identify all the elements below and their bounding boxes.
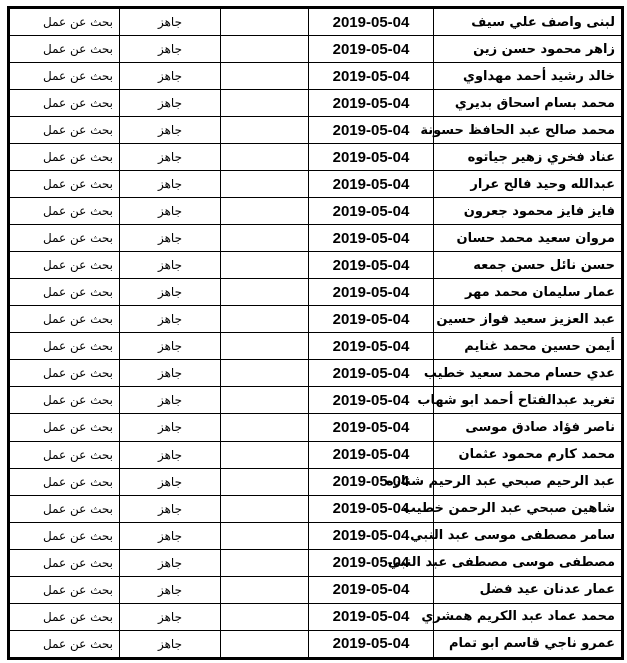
job-status-cell: بحث عن عمل bbox=[10, 630, 120, 657]
empty-cell bbox=[221, 414, 309, 441]
ready-status-cell: جاهز bbox=[120, 441, 221, 468]
name-cell: محمد صالح عبد الحافظ حسونة bbox=[434, 117, 622, 144]
name-cell: لبنى واصف علي سيف bbox=[434, 9, 622, 36]
job-status-cell: بحث عن عمل bbox=[10, 387, 120, 414]
table-row bbox=[10, 576, 622, 603]
empty-cell bbox=[221, 63, 309, 90]
job-status-cell: بحث عن عمل bbox=[10, 495, 120, 522]
ready-status-cell: جاهز bbox=[120, 63, 221, 90]
empty-cell bbox=[221, 9, 309, 36]
ready-status-cell: جاهز bbox=[120, 90, 221, 117]
name-cell: محمد بسام اسحاق بديري bbox=[434, 90, 622, 117]
date-cell: 2019-05-04 bbox=[309, 603, 434, 630]
name-cell: مصطفى موسى مصطفى عبد النبي bbox=[434, 549, 622, 576]
job-status-cell: بحث عن عمل bbox=[10, 225, 120, 252]
ready-status-cell: جاهز bbox=[120, 360, 221, 387]
name-cell: خالد رشيد أحمد مهداوي bbox=[434, 63, 622, 90]
table-row bbox=[10, 441, 622, 468]
job-status-cell: بحث عن عمل bbox=[10, 279, 120, 306]
empty-cell bbox=[221, 333, 309, 360]
ready-status-cell: جاهز bbox=[120, 387, 221, 414]
ready-status-cell: جاهز bbox=[120, 144, 221, 171]
table-row bbox=[10, 468, 622, 495]
date-cell: 2019-05-04 bbox=[309, 63, 434, 90]
date-cell: 2019-05-04 bbox=[309, 306, 434, 333]
table-row bbox=[10, 63, 622, 90]
table-row bbox=[10, 279, 622, 306]
empty-cell bbox=[221, 603, 309, 630]
job-status-cell: بحث عن عمل bbox=[10, 441, 120, 468]
table-row bbox=[10, 387, 622, 414]
empty-cell bbox=[221, 171, 309, 198]
empty-cell bbox=[221, 198, 309, 225]
table-row bbox=[10, 198, 622, 225]
name-cell: سامر مصطفى موسى عبد النبي bbox=[434, 522, 622, 549]
empty-cell bbox=[221, 387, 309, 414]
date-cell: 2019-05-04 bbox=[309, 9, 434, 36]
name-cell: عبدالله وحيد فالح عرار bbox=[434, 171, 622, 198]
ready-status-cell: جاهز bbox=[120, 495, 221, 522]
date-cell: 2019-05-04 bbox=[309, 387, 434, 414]
name-cell: أيمن حسين محمد غنايم bbox=[434, 333, 622, 360]
job-status-cell: بحث عن عمل bbox=[10, 333, 120, 360]
records-sheet bbox=[7, 6, 624, 660]
date-cell: 2019-05-04 bbox=[309, 576, 434, 603]
job-status-cell: بحث عن عمل bbox=[10, 603, 120, 630]
table-row bbox=[10, 171, 622, 198]
ready-status-cell: جاهز bbox=[120, 333, 221, 360]
name-cell: تغريد عبدالفتاح أحمد ابو شهاب bbox=[434, 387, 622, 414]
date-cell: 2019-05-04 bbox=[309, 549, 434, 576]
job-status-cell: بحث عن عمل bbox=[10, 198, 120, 225]
job-status-cell: بحث عن عمل bbox=[10, 36, 120, 63]
name-cell: حسن نائل حسن جمعه bbox=[434, 252, 622, 279]
table-row bbox=[10, 9, 622, 36]
records-table-body bbox=[10, 9, 622, 658]
ready-status-cell: جاهز bbox=[120, 36, 221, 63]
job-status-cell: بحث عن عمل bbox=[10, 171, 120, 198]
ready-status-cell: جاهز bbox=[120, 117, 221, 144]
date-cell: 2019-05-04 bbox=[309, 468, 434, 495]
name-cell: فايز فايز محمود جعرون bbox=[434, 198, 622, 225]
date-cell: 2019-05-04 bbox=[309, 36, 434, 63]
table-row bbox=[10, 144, 622, 171]
ready-status-cell: جاهز bbox=[120, 522, 221, 549]
empty-cell bbox=[221, 576, 309, 603]
ready-status-cell: جاهز bbox=[120, 9, 221, 36]
job-status-cell: بحث عن عمل bbox=[10, 9, 120, 36]
table-row bbox=[10, 495, 622, 522]
table-row bbox=[10, 252, 622, 279]
table-row bbox=[10, 333, 622, 360]
table-row bbox=[10, 414, 622, 441]
date-cell: 2019-05-04 bbox=[309, 171, 434, 198]
date-cell: 2019-05-04 bbox=[309, 117, 434, 144]
date-cell: 2019-05-04 bbox=[309, 333, 434, 360]
empty-cell bbox=[221, 495, 309, 522]
table-row bbox=[10, 90, 622, 117]
table-row bbox=[10, 360, 622, 387]
date-cell: 2019-05-04 bbox=[309, 360, 434, 387]
ready-status-cell: جاهز bbox=[120, 171, 221, 198]
date-cell: 2019-05-04 bbox=[309, 495, 434, 522]
empty-cell bbox=[221, 90, 309, 117]
table-row bbox=[10, 522, 622, 549]
empty-cell bbox=[221, 279, 309, 306]
ready-status-cell: جاهز bbox=[120, 198, 221, 225]
table-row bbox=[10, 306, 622, 333]
job-status-cell: بحث عن عمل bbox=[10, 144, 120, 171]
date-cell: 2019-05-04 bbox=[309, 414, 434, 441]
ready-status-cell: جاهز bbox=[120, 414, 221, 441]
name-cell: عبد العزيز سعيد فواز حسين bbox=[434, 306, 622, 333]
table-row bbox=[10, 117, 622, 144]
date-cell: 2019-05-04 bbox=[309, 279, 434, 306]
date-cell: 2019-05-04 bbox=[309, 630, 434, 657]
job-status-cell: بحث عن عمل bbox=[10, 414, 120, 441]
empty-cell bbox=[221, 225, 309, 252]
ready-status-cell: جاهز bbox=[120, 252, 221, 279]
name-cell: عمرو ناجي قاسم ابو تمام bbox=[434, 630, 622, 657]
empty-cell bbox=[221, 441, 309, 468]
ready-status-cell: جاهز bbox=[120, 576, 221, 603]
empty-cell bbox=[221, 468, 309, 495]
empty-cell bbox=[221, 306, 309, 333]
table-row bbox=[10, 630, 622, 657]
name-cell: عمار عدنان عيد فضل bbox=[434, 576, 622, 603]
job-status-cell: بحث عن عمل bbox=[10, 468, 120, 495]
date-cell: 2019-05-04 bbox=[309, 225, 434, 252]
table-row bbox=[10, 36, 622, 63]
name-cell: عبد الرحيم صبحي عبد الرحيم شناره bbox=[434, 468, 622, 495]
name-cell: محمد كارم محمود عثمان bbox=[434, 441, 622, 468]
job-status-cell: بحث عن عمل bbox=[10, 306, 120, 333]
empty-cell bbox=[221, 117, 309, 144]
date-cell: 2019-05-04 bbox=[309, 198, 434, 225]
job-status-cell: بحث عن عمل bbox=[10, 117, 120, 144]
ready-status-cell: جاهز bbox=[120, 279, 221, 306]
empty-cell bbox=[221, 522, 309, 549]
name-cell: عدي حسام محمد سعيد خطيب bbox=[434, 360, 622, 387]
date-cell: 2019-05-04 bbox=[309, 252, 434, 279]
name-cell: عمار سليمان محمد مهر bbox=[434, 279, 622, 306]
table-row bbox=[10, 225, 622, 252]
ready-status-cell: جاهز bbox=[120, 225, 221, 252]
job-status-cell: بحث عن عمل bbox=[10, 252, 120, 279]
ready-status-cell: جاهز bbox=[120, 603, 221, 630]
name-cell: شاهين صبحي عبد الرحمن خطيب bbox=[434, 495, 622, 522]
table-row bbox=[10, 603, 622, 630]
date-cell: 2019-05-04 bbox=[309, 441, 434, 468]
job-status-cell: بحث عن عمل bbox=[10, 360, 120, 387]
job-status-cell: بحث عن عمل bbox=[10, 63, 120, 90]
job-status-cell: بحث عن عمل bbox=[10, 90, 120, 117]
name-cell: مروان سعيد محمد حسان bbox=[434, 225, 622, 252]
job-status-cell: بحث عن عمل bbox=[10, 522, 120, 549]
name-cell: عناد فخري زهير جياتوه bbox=[434, 144, 622, 171]
empty-cell bbox=[221, 36, 309, 63]
date-cell: 2019-05-04 bbox=[309, 90, 434, 117]
job-status-cell: بحث عن عمل bbox=[10, 576, 120, 603]
empty-cell bbox=[221, 360, 309, 387]
ready-status-cell: جاهز bbox=[120, 306, 221, 333]
date-cell: 2019-05-04 bbox=[309, 144, 434, 171]
name-cell: زاهر محمود حسن زين bbox=[434, 36, 622, 63]
empty-cell bbox=[221, 630, 309, 657]
job-status-cell: بحث عن عمل bbox=[10, 549, 120, 576]
table-row bbox=[10, 549, 622, 576]
empty-cell bbox=[221, 252, 309, 279]
empty-cell bbox=[221, 144, 309, 171]
ready-status-cell: جاهز bbox=[120, 549, 221, 576]
records-table bbox=[9, 8, 622, 658]
date-cell: 2019-05-04 bbox=[309, 522, 434, 549]
name-cell: ناصر فؤاد صادق موسى bbox=[434, 414, 622, 441]
ready-status-cell: جاهز bbox=[120, 468, 221, 495]
empty-cell bbox=[221, 549, 309, 576]
ready-status-cell: جاهز bbox=[120, 630, 221, 657]
name-cell: محمد عماد عبد الكريم همشري bbox=[434, 603, 622, 630]
